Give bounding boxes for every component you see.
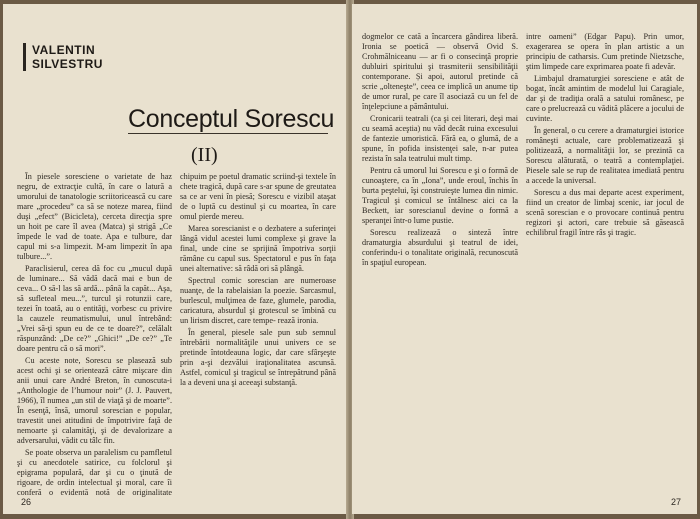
paragraph: În general, piesele sale pun sub semnul întrebării normalităţile unui univers ce se pretinde întotdeauna logic, dar care sfârşeşte prin a-şi dezvălui iraţionalitatea ascunsă. Astfel, comicul şi tragicul se întrepătrund până la a deveni una şi aceeaşi substanţă. <box>180 328 336 387</box>
left-column-1 <box>17 172 172 498</box>
author-first-name: VALENTIN <box>32 43 96 57</box>
right-page <box>352 4 697 514</box>
paragraph: Spectrul comic sorescian are numeroase nuanţe, de la rabelaisian la poezie. Sarcasmul, burlescul, mulţimea de faze, glumele, parodia, caricatura, absurdul şi grotescul se îmbină cu un lirism discret, care tempe- rează ironia. <box>180 276 336 325</box>
article-title: Conceptul Sorescu <box>128 105 335 133</box>
title-divider <box>128 133 328 134</box>
paragraph: Cronicarii teatrali (ca şi cei literari, deşi mai cu seamă aceştia) nu văd decât ruina excesului de fantezie umoristică. Fără ea, o glumă, de a spune, în pofida insistenţei sale, n-ar putea rezista în sala teatrului mult timp. <box>362 114 518 163</box>
paragraph: Sorescu a dus mai departe acest experiment, fiind un creator de limbaj scenic, iar jocul de scenă sorescian e o provocare continuă pentru regizori şi actori, care trebuie să găsească echilibrul fragil între râs şi tragic. <box>526 188 684 237</box>
paragraph: dogmelor ce cată a încarcera gândirea liberă. Ironia se poetică — observă Ovid S. Crohmălniceanu — ar fi o consecinţă proprie dubluiri spiritului şi trasmiterii sensibilităţii contemporane. Și apoi, autorul pretinde că scrie „olteneşte”, ceea ce implică un anume tip de umor rural, pe care îl asociază cu un fel de înţelepciune a pământului. <box>362 32 518 111</box>
article-part: (II) <box>191 144 218 166</box>
paragraph: În piesele soresciene o varietate de haz negru, de extracţie cultă, în care o latură a umorului de tanatologie scriitoricească cu care mare „procedeu” ca să se noteze marea, fiind duşi „efect” (Bicicleta), cerceta direcţia spre un hoit pe care îl avea (Matca) şi strigă „Ce împede le vad de toate. Apa e tulbure, dar capul mi s-a limpezit. M-am limpezit în apa tulbure...”. <box>17 172 172 261</box>
paragraph: Marea sorescianist e o dezbatere a suferinţei lângă vidul acestei lumi complexe şi grave la final, unde cine se sprijină împotriva sorţii rămâne cu capul sus. Spectatorul e pus în faţa unei alternative: să râdă ori să plângă. <box>180 224 336 273</box>
paragraph: Se poate observa un paralelism cu pamfletul şi cu anecdotele satirice, cu folclorul şi epigrama populară, dar şi cu o ţinută de rigoare, de ordin intelectual şi moral, care îi conferă o evidentă notă de originalitate <box>17 448 172 497</box>
author-last-name: SILVESTRU <box>32 57 103 71</box>
left-page <box>3 4 348 514</box>
paragraph: Pentru că umorul lui Sorescu e şi o formă de cunoaştere, ca în „Iona”, unde eroul, închis în burta peştelui, îşi construieşte lumea din nimic. Tragicul şi comicul se întâlnesc aici ca la Beckett, iar sorescianul devine o formă a speranţei într-o lume pustie. <box>362 166 518 225</box>
paragraph: Sorescu realizează o sinteză între dramaturgia absurdului şi teatrul de idei, conferindu-i o tonalitate originală, recunoscută în spaţiul european. <box>362 228 518 267</box>
left-column-2 <box>180 172 336 498</box>
paragraph: chipuim pe poetul dramatic scriind-şi textele în chete tragică, după care s-ar spune de greutatea sa ce ar veni în piesă; Sorescu e vizibil ataşat de o luptă cu destinul şi cu moartea, în care omul pierde mereu. <box>180 172 336 221</box>
paragraph: intre oameni” (Edgar Papu). Prin umor, exagerarea se opera în plan artistic a un principiu de catharsis. Cum pretinde Nietzsche, ştim limpede care exprimarea poate fi adevăr. <box>526 32 684 71</box>
author-block <box>23 43 124 71</box>
paragraph: Cu aceste note, Sorescu se plasează sub acest ochi şi se orientează către mişcare din anii unui care André Breton, în cunoscuta-i „Anthologie de l’humour noir” (J. J. Pauvert, 1966), îl numea „un stil de viaţă şi de moarte”. În esenţă, însă, umorul sorescian e popular, travestit unei atitudini de împotrivire faţă de nemoarte şi calamităţi, şi de devalorizare a adversarului, vădit cu tâlc fin. <box>17 356 172 445</box>
paragraph: În general, o cu cerere a dramaturgiei istorice româneşti actuale, care problematizează şi politizează, a normalităţii lor, se prezintă ca Sorescu alăturată, o teatră a contemplaţiei. Piesele sale se rup de realitatea imediată pentru a accede la universal. <box>526 126 684 185</box>
right-column-1 <box>362 32 518 499</box>
paragraph: Paraclisierul, cerea dă foc cu „mucul după de luminare... Să vădă dacă mai e bun de ceva... O să-l las să ardă... până la capăt... Aşa, să sufleteal meu...”, turcul şi rotunzii care, tezei în toată, au o entităţi, vorbesc cu privire la cauzele reumatismului, unul întrebând: „Vrei să-ţi spun eu de ce te doare?”, celălalt răspunzând: „De ce?” „Ghici!” „De ce?” „Te doare pentru că o să mori”. <box>17 264 172 353</box>
right-column-2 <box>526 32 684 499</box>
page-number-right: 27 <box>670 497 681 507</box>
paragraph: Limbajul dramaturgiei soresciene e atât de bogat, încât amintim de modelul lui Caragiale, dar şi de tradiţia orală a satului românesc, pe care o prelucrează cu vădită plăcere a jocului de cuvinte. <box>526 74 684 123</box>
page-number-left: 26 <box>21 497 32 507</box>
